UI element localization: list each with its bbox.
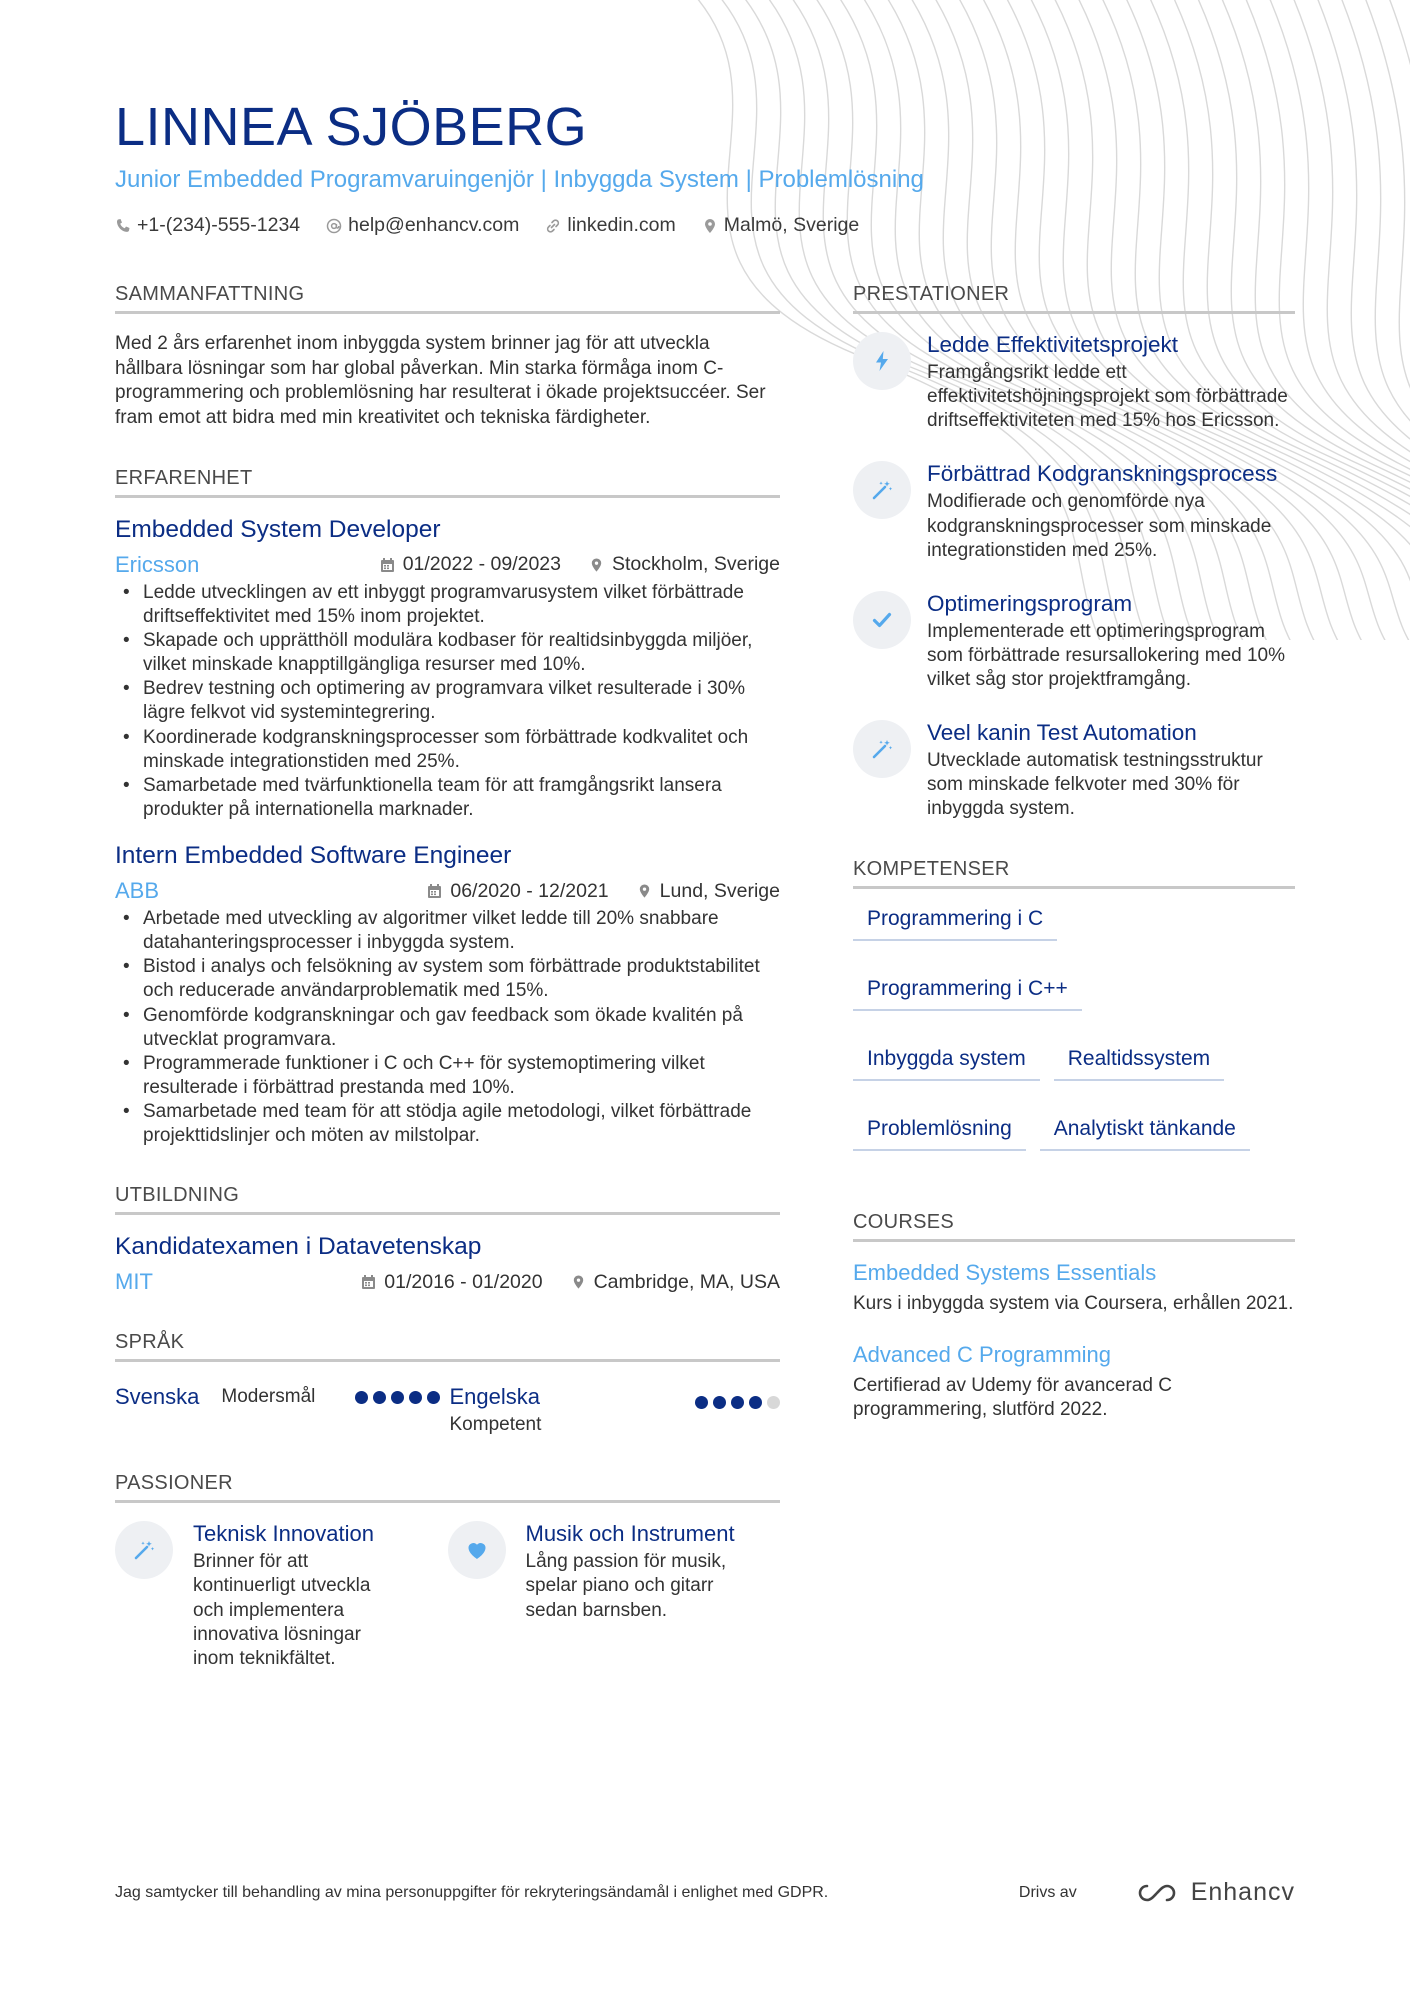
rating-dot-filled [355,1391,368,1404]
language-name: Svenska [115,1384,200,1410]
education-dates [361,1271,542,1294]
skill-tag: Inbyggda system [853,1047,1040,1081]
languages-row [115,1380,780,1436]
calendar-icon [380,557,395,573]
bullet-item: • Skapade och upprätthöll modulära kodbaser för realtidsinbyggda miljöer, vilket minskade knapptillgängliga resurser med 10%. [115,629,780,677]
skill-tag: Programmering i C [853,907,1057,941]
passion-item [115,1521,448,1671]
passions-list [115,1521,780,1671]
magic-wand-icon [853,720,911,778]
bullet-item: • Bistod i analys och felsökning av system som förbättrade produktstabilitet och reducerade användarproblematik med 15%. [115,955,780,1003]
job-bullets [115,907,780,1148]
bullet-item: • Koordinerade kodgranskningsprocesser som förbättrade kodkvalitet och minskade integrationstiden med 25%. [115,726,780,774]
achievement-desc: Implementerade ett optimeringsprogram som förbättrade resursallokering med 10% vilket såg stor projektframgång. [927,620,1286,690]
brand-name: Enhancv [1190,1878,1295,1906]
bullet-item: • Samarbetade med team för att stödja agile metodologi, vilket förbättrade projekttidslinjer och möten av milstolpar. [115,1100,780,1148]
job-location [637,880,780,903]
lightning-icon [853,332,911,390]
check-icon [853,591,911,649]
job-dates [380,553,561,576]
course-item [853,1260,1295,1316]
skill-tag: Problemlösning [853,1117,1026,1151]
language-rating [355,1391,440,1404]
course-desc: Certifierad av Udemy för avancerad C programmering, slutförd 2022. [853,1374,1172,1420]
calendar-icon [427,883,442,899]
achievement-desc: Utvecklade automatisk testningsstruktur som minskade felkvoter med 30% för inbyggda system. [927,750,1263,820]
right-column [853,283,1295,1458]
rating-dot-empty [767,1396,780,1409]
achievement-desc: Modifierade och genomförde nya kodgranskningsprocesser som minskade integrationstiden med 25%. [927,491,1272,561]
wave-line [1362,0,1410,640]
company-name: ABB [115,878,160,903]
rating-dot-filled [427,1391,440,1404]
powered-by-label: Drivs av [1018,1883,1077,1901]
job-title: Embedded System Developer [115,515,441,543]
language-item [448,1384,781,1436]
email-text: help@enhancv.com [348,214,520,237]
contact-phone[interactable] [115,214,300,237]
skills-section [853,858,1295,1151]
rating-dot-filled [749,1396,762,1409]
headline: Junior Embedded Programvaruingenjör | Inbyggda System | Problemlösning [115,166,924,194]
company-name: Ericsson [115,551,200,577]
bullet-item: • Genomförde kodgranskningar och gav feedback som ökade kvalitén på utvecklat programvara. [115,1004,780,1052]
contact-bar [115,214,1350,237]
skills-list [853,907,1295,1151]
infinity-logo-icon [1133,1880,1181,1906]
location-pin-icon [589,557,604,573]
brand-logo[interactable] [1133,1878,1295,1907]
job-location [589,553,780,576]
section-title-passions: PASSIONER [115,1472,780,1503]
rating-dot-filled [695,1396,708,1409]
bullet-item: • Bedrev testning och optimering av programvara vilket resulterade i 30% lägre felkvot vid systemintegrering. [115,677,780,725]
skill-tag: Programmering i C++ [853,977,1082,1011]
gdpr-consent: Jag samtycker till behandling av mina personuppgifter för rekryteringsändamål i enlighet med GDPR. [115,1883,829,1901]
heart-icon [448,1521,506,1579]
section-title-experience: ERFARENHET [115,467,780,498]
section-title-courses: COURSES [853,1211,1295,1242]
contact-location [702,214,859,237]
achievement-desc: Framgångsrikt ledde ett effektivitetshöjningsprojekt som förbättrade driftseffektiviteten med 15% hos Ericsson. [927,362,1288,432]
link-icon [545,218,561,234]
job-dates [427,880,608,903]
rating-dot-filled [373,1391,386,1404]
passion-title: Teknisk Innovation [193,1521,374,1547]
course-title: Advanced C Programming [853,1341,1112,1367]
achievement-title: Optimeringsprogram [927,590,1133,616]
skill-tag: Realtidssystem [1054,1047,1224,1081]
school-name: MIT [115,1269,153,1295]
passion-title: Musik och Instrument [525,1521,735,1547]
experience-section [115,467,780,1149]
left-column [115,283,780,1707]
achievements-section [853,283,1295,822]
location-pin-icon [571,1274,586,1290]
candidate-name: LINNEA SJÖBERG [115,97,588,157]
achievement-item [853,591,1295,692]
passion-desc: Brinner för att kontinuerligt utveckla och implementera innovativa lösningar inom teknikfältet. [193,1551,371,1669]
education-dates-text: 01/2016 - 01/2020 [384,1270,543,1293]
language-rating [695,1396,780,1436]
job-entry [115,842,780,1148]
job-meta [115,552,780,578]
job-entry [115,516,780,822]
linkedin-text: linkedin.com [567,214,676,237]
location-pin-icon [702,218,718,234]
phone-icon [115,218,131,234]
achievement-item [853,332,1295,433]
courses-section [853,1211,1295,1422]
magic-wand-icon [115,1521,173,1579]
job-meta [115,878,780,904]
bullet-item: • Ledde utvecklingen av ett inbyggt programvarusystem vilket förbättrade driftseffektivitet med 15% inom projektet. [115,581,780,629]
location-text: Malmö, Sverige [723,214,860,237]
summary-text: Med 2 års erfarenhet inom inbyggda system brinner jag för att utveckla hållbara lösningar som har global påverkan. Min starka förmåga inom C-programmering och problemlösning har resulterat i ökade projektsuccéer. Ser fram emot att bidra med min kreativitet och tekniska färdigheter. [115,333,766,429]
passion-desc: Lång passion för musik, spelar piano och gitarr sedan barnsben. [525,1551,727,1621]
job-dates-text: 01/2022 - 09/2023 [402,553,561,576]
section-title-summary: SAMMANFATTNING [115,283,780,314]
job-title: Intern Embedded Software Engineer [115,842,512,869]
section-title-languages: SPRÅK [115,1331,780,1362]
languages-section [115,1331,780,1436]
location-pin-icon [637,883,652,899]
rating-dot-filled [731,1396,744,1409]
education-section [115,1184,780,1295]
language-item [115,1384,448,1410]
skill-tag: Analytiskt tänkande [1040,1117,1250,1151]
contact-email[interactable] [326,214,519,237]
bullet-item: • Arbetade med utveckling av algoritmer vilket ledde till 20% snabbare datahanteringsprocesser i inbyggda system. [115,907,780,955]
summary-section [115,283,780,431]
education-location-text: Cambridge, MA, USA [593,1270,780,1293]
course-title: Embedded Systems Essentials [853,1259,1157,1285]
section-title-education: UTBILDNING [115,1184,780,1215]
achievement-title: Veel kanin Test Automation [927,720,1197,746]
job-location-text: Stockholm, Sverige [612,553,780,576]
section-title-achievements: PRESTATIONER [853,283,1295,314]
course-desc: Kurs i inbyggda system via Coursera, erhållen 2021. [853,1292,1294,1314]
bullet-item: • Samarbetade med tvärfunktionella team för att framgångsrikt lansera produkter på internationella marknader. [115,774,780,822]
achievement-title: Ledde Effektivitetsprojekt [927,332,1178,357]
course-item [853,1342,1295,1422]
job-location-text: Lund, Sverige [659,879,780,902]
rating-dot-filled [713,1396,726,1409]
language-name: Engelska [449,1384,541,1410]
education-meta [115,1269,780,1295]
at-icon [326,218,342,234]
contact-linkedin[interactable] [545,214,675,237]
calendar-icon [361,1274,376,1290]
achievement-item [853,720,1295,821]
section-title-skills: KOMPETENSER [853,858,1295,889]
bullet-item: • Programmerade funktioner i C och C++ för systemoptimering vilket resulterade i förbättrad prestanda med 10%. [115,1052,780,1100]
passions-section [115,1472,780,1671]
phone-text: +1-(234)-555-1234 [137,214,301,237]
achievement-item [853,461,1295,562]
job-dates-text: 06/2020 - 12/2021 [450,879,609,902]
resume-header [115,96,1350,237]
passion-item [448,1521,781,1671]
footer [115,1878,1295,1907]
rating-dot-filled [391,1391,404,1404]
wave-line [1386,0,1410,640]
language-level: Kompetent [449,1414,542,1436]
rating-dot-filled [409,1391,422,1404]
degree-title: Kandidatexamen i Datavetenskap [115,1233,482,1261]
language-level: Modersmål [221,1386,316,1408]
education-location [571,1271,780,1294]
magic-wand-icon [853,461,911,519]
job-bullets [115,581,780,822]
achievement-title: Förbättrad Kodgranskningsprocess [927,461,1278,487]
